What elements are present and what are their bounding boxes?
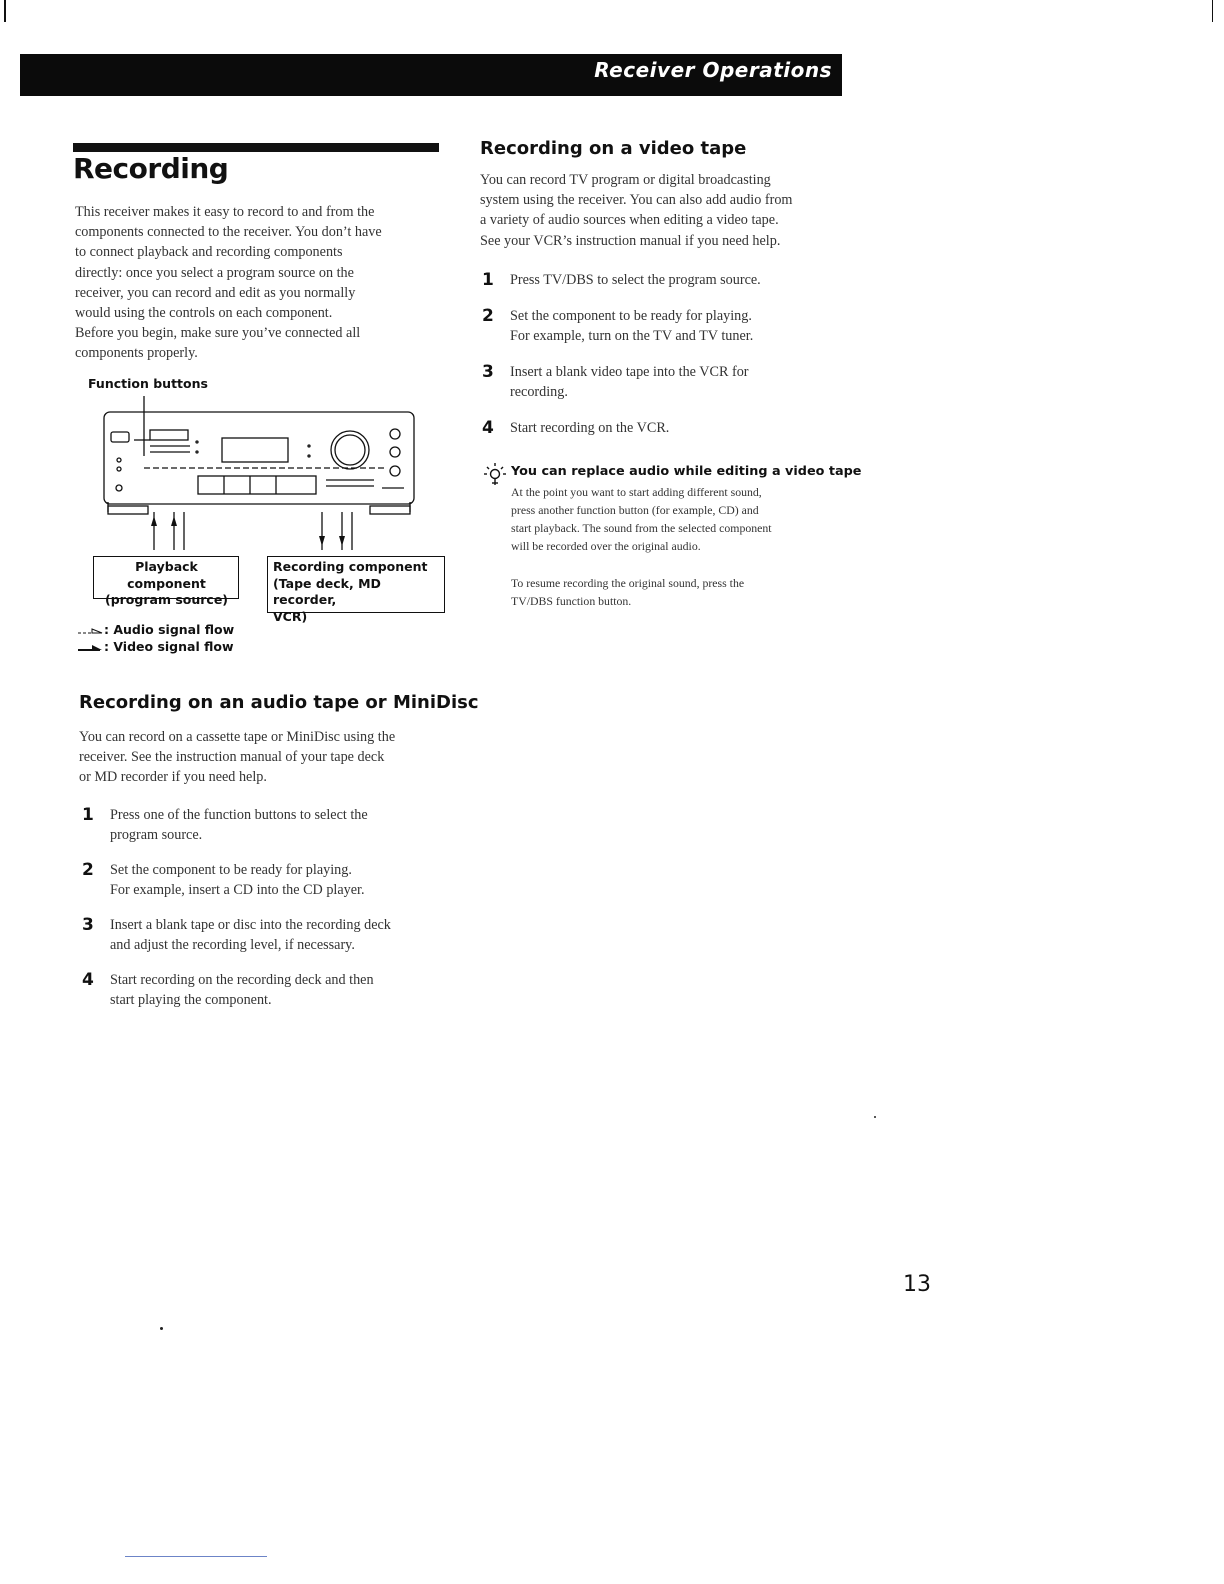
legend-audio — [78, 622, 234, 637]
step-line: Set the component to be ready for playing. — [110, 862, 352, 878]
step-line: Start recording on the recording deck and then — [110, 972, 374, 988]
step-line: start playing the component. — [110, 992, 272, 1008]
receiver-diagram — [94, 394, 424, 554]
speck — [160, 1327, 163, 1330]
callout-recording-component — [267, 556, 445, 624]
intro-line: to connect playback and recording components — [75, 244, 343, 261]
legend-video-label: : Video signal flow — [104, 639, 234, 654]
step-number: 2 — [482, 306, 494, 326]
tip-body — [511, 483, 846, 555]
callout-line: (Tape deck, MD recorder, — [273, 575, 381, 607]
intro-line: Before you begin, make sure you’ve connected all — [75, 325, 361, 342]
tip-title: You can replace audio while editing a video tape — [511, 464, 862, 479]
step-text — [110, 970, 450, 1010]
legend-audio-label: : Audio signal flow — [104, 622, 235, 637]
intro-line: components connected to the receiver. You don’t have — [75, 224, 382, 241]
tip-line: will be recorded over the original audio. — [511, 539, 701, 553]
footer-rule — [125, 1556, 267, 1557]
intro-line: would using the controls on each component. — [75, 305, 333, 322]
step-number: 3 — [482, 362, 494, 382]
tip-line: start playback. The sound from the selected component — [511, 521, 772, 535]
tip-line: press another function button (for example, CD) and — [511, 503, 759, 517]
callout-line: (program source) — [104, 592, 229, 607]
intro-line: receiver. See the instruction manual of your tape deck — [79, 749, 385, 766]
tip-line: TV/DBS function button. — [511, 594, 632, 608]
intro-line: You can record on a cassette tape or MiniDisc using the — [79, 729, 396, 745]
legend-video — [78, 639, 234, 654]
step-number: 4 — [482, 418, 494, 438]
step-text — [510, 270, 840, 290]
step-line: program source. — [110, 827, 203, 843]
intro-line: receiver, you can record and edit as you normally — [75, 284, 356, 301]
video-intro-paragraph — [480, 170, 846, 251]
callout-line: Recording component — [273, 559, 428, 574]
title-rule — [73, 143, 439, 152]
crop-mark-right — [1212, 0, 1213, 22]
intro-line: directly: once you select a program source on the — [75, 264, 354, 281]
audio-intro-paragraph — [79, 727, 445, 788]
step-text — [110, 805, 450, 845]
step-line: Press TV/DBS to select the program source. — [510, 272, 761, 288]
intro-line: components properly. — [75, 345, 198, 362]
video-section-title: Recording on a video tape — [480, 138, 747, 159]
callout-line: Playback component — [127, 559, 206, 591]
step-text — [110, 860, 450, 900]
intro-line: This receiver makes it easy to record to and from the — [75, 204, 375, 220]
step-text — [510, 418, 840, 438]
step-line: Insert a blank tape or disc into the recording deck — [110, 917, 391, 933]
intro-line: or MD recorder if you need help. — [79, 769, 267, 786]
intro-line: See your VCR’s instruction manual if you need help. — [480, 232, 781, 249]
step-line: Start recording on the VCR. — [510, 420, 670, 436]
callout-line: VCR) — [273, 608, 308, 624]
tip-line: To resume recording the original sound, press the — [511, 576, 745, 590]
function-buttons-label: Function buttons — [88, 376, 208, 391]
video-arrow-icon — [78, 643, 104, 653]
step-line: Set the component to be ready for playing. — [510, 308, 752, 324]
section-header-bar — [20, 54, 842, 96]
intro-line: a variety of audio sources when editing a video tape. — [480, 212, 779, 229]
intro-line: You can record TV program or digital broadcasting — [480, 172, 771, 188]
step-line: recording. — [510, 384, 568, 400]
step-number: 3 — [82, 915, 94, 935]
step-line: For example, insert a CD into the CD player. — [110, 882, 365, 898]
audio-arrow-icon — [78, 626, 104, 636]
tip-line: At the point you want to start adding different sound, — [511, 485, 762, 499]
section-title: Receiver Operations — [594, 58, 832, 82]
step-text — [110, 915, 450, 955]
step-line: and adjust the recording level, if necessary. — [110, 937, 355, 953]
audio-section-title: Recording on an audio tape or MiniDisc — [79, 692, 479, 713]
page-title: Recording — [73, 152, 229, 185]
callout-playback-component — [93, 556, 239, 607]
step-line: Insert a blank video tape into the VCR for — [510, 364, 749, 380]
step-text — [510, 306, 840, 346]
step-number: 1 — [482, 270, 494, 290]
step-line: For example, turn on the TV and TV tuner. — [510, 328, 754, 344]
step-number: 4 — [82, 970, 94, 990]
lightbulb-icon — [484, 462, 506, 488]
step-number: 2 — [82, 860, 94, 880]
page-number: 13 — [903, 1272, 931, 1297]
intro-line: system using the receiver. You can also add audio from — [480, 192, 793, 209]
intro-paragraph — [75, 202, 437, 364]
step-text — [510, 362, 840, 402]
step-line: Press one of the function buttons to select the — [110, 807, 368, 823]
speck — [874, 1116, 876, 1118]
tip-body — [511, 574, 846, 610]
step-number: 1 — [82, 805, 94, 825]
crop-mark-left — [4, 0, 6, 22]
